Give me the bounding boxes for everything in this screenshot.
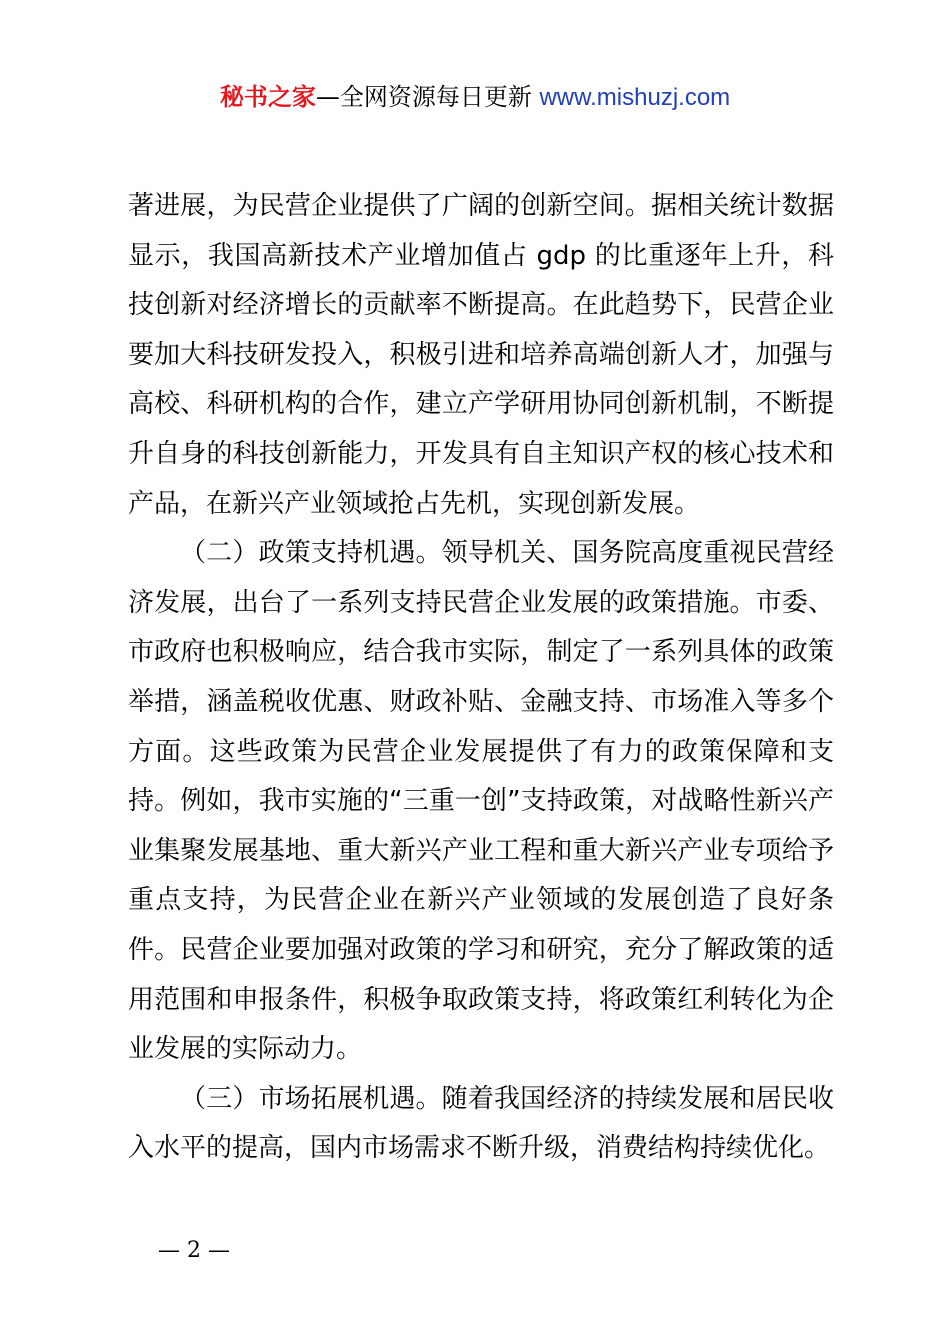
paragraph-policy-support: （二）政策支持机遇。领导机关、国务院高度重视民营经济发展，出台了一系列支持民营企业发展的政策措施。市委、市政府也积极响应，结合我市实际，制定了一系列具体的政策举措，涵盖税收优惠、财政补贴、金融支持、市场准入等多个方面。这些政策为民营企业发展提供了有力的政策保障和支持。例如，我市实施的“三重一创”支持政策，对战略性新兴产业集聚发展基地、重大新兴产业工程和重大新兴产业专项给予重点支持，为民营企业在新兴产业领域的发展创造了良好条件。民营企业要加强对政策的学习和研究，充分了解政策的适用范围和申报条件，积极争取政策支持，将政策红利转化为企业发展的实际动力。 xyxy=(128,538,834,1065)
header-brand: 秘书之家 xyxy=(219,83,316,111)
header-url-link[interactable]: www.mishuzj.com xyxy=(539,84,731,111)
paragraph-market-expansion: （三）市场拓展机遇。随着我国经济的持续发展和居民收入水平的提高，国内市场需求不断升级，消费结构持续优化。 xyxy=(128,1083,834,1164)
paragraph-continuation: 著进展，为民营企业提供了广阔的创新空间。据相关统计数据显示，我国高新技术产业增加值占 gdp 的比重逐年上升，科技创新对经济增长的贡献率不断提高。在此趋势下，民营企业要加大科技研发投入，积极引进和培养高端创新人才，加强与高校、科研机构的合作，建立产学研用协同创新机制，不断提升自身的科技创新能力，开发具有自主知识产权的核心技术和产品，在新兴产业领域抢占先机，实现创新发展。 xyxy=(128,191,834,519)
header-slogan: —全网资源每日更新 xyxy=(315,83,532,111)
document-body xyxy=(128,182,834,1174)
page-header xyxy=(0,80,950,115)
page-number: — 2 — xyxy=(158,1238,230,1263)
